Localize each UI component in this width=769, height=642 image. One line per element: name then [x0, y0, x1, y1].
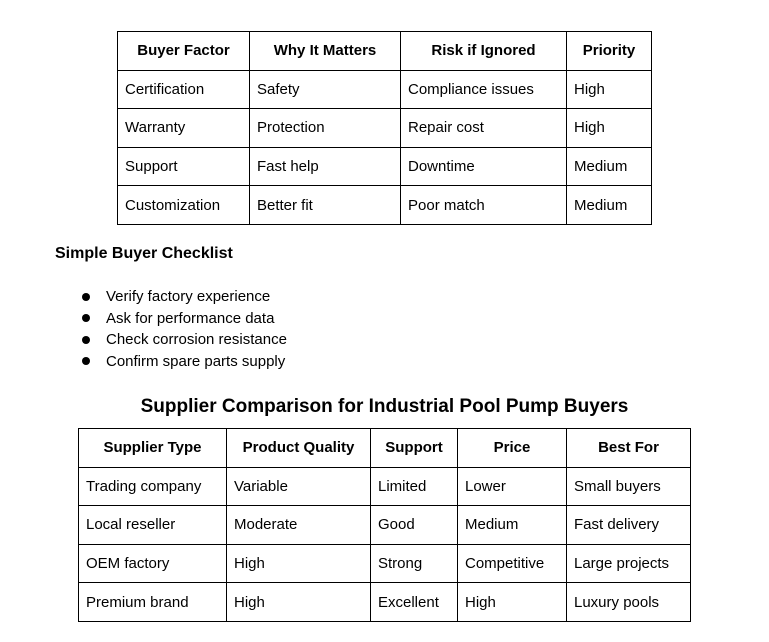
table-cell: Medium — [567, 186, 652, 225]
list-item-text: Confirm spare parts supply — [106, 352, 286, 370]
table-cell: Medium — [458, 506, 567, 545]
column-header: Supplier Type — [79, 429, 227, 468]
table-cell: Local reseller — [79, 506, 227, 545]
table-cell: Moderate — [227, 506, 371, 545]
checklist-heading: Simple Buyer Checklist — [55, 245, 233, 262]
table-cell: Repair cost — [401, 109, 567, 148]
column-header: Priority — [567, 32, 652, 71]
table-cell: High — [227, 583, 371, 622]
table-cell: Protection — [250, 109, 401, 148]
column-header: Buyer Factor — [118, 32, 250, 71]
table-cell: Customization — [118, 186, 250, 225]
supplier-comparison-table — [78, 428, 691, 622]
table-row — [118, 186, 652, 225]
table-cell: Small buyers — [567, 467, 691, 506]
table-cell: Premium brand — [79, 583, 227, 622]
table-cell: Safety — [250, 70, 401, 109]
table-cell: Fast delivery — [567, 506, 691, 545]
table-cell: Better fit — [250, 186, 401, 225]
table-row — [79, 544, 691, 583]
table-cell: Fast help — [250, 147, 401, 186]
table-cell: Warranty — [118, 109, 250, 148]
bullet-icon — [82, 314, 90, 322]
table-cell: Trading company — [79, 467, 227, 506]
bullet-icon — [82, 357, 90, 365]
table-row — [79, 583, 691, 622]
table-cell: Competitive — [458, 544, 567, 583]
table-cell: Good — [371, 506, 458, 545]
table-cell: Variable — [227, 467, 371, 506]
table-row — [79, 506, 691, 545]
column-header: Best For — [567, 429, 691, 468]
table-cell: Poor match — [401, 186, 567, 225]
list-item — [78, 286, 287, 308]
table-row — [118, 109, 652, 148]
table-cell: Lower — [458, 467, 567, 506]
table-cell: OEM factory — [79, 544, 227, 583]
list-item — [78, 308, 287, 330]
table-row — [79, 467, 691, 506]
column-header: Product Quality — [227, 429, 371, 468]
table-row — [118, 147, 652, 186]
table-cell: High — [567, 109, 652, 148]
table-cell: High — [227, 544, 371, 583]
table-header-row — [79, 429, 691, 468]
buyer-checklist — [78, 286, 287, 372]
table-cell: Limited — [371, 467, 458, 506]
table-cell: Compliance issues — [401, 70, 567, 109]
column-header: Why It Matters — [250, 32, 401, 71]
table-cell: Downtime — [401, 147, 567, 186]
bullet-icon — [82, 293, 90, 301]
table-cell: Excellent — [371, 583, 458, 622]
table-cell: Large projects — [567, 544, 691, 583]
buyer-factor-table — [117, 31, 652, 225]
list-item-text: Ask for performance data — [106, 309, 275, 327]
table-cell: Support — [118, 147, 250, 186]
list-item — [78, 351, 287, 373]
column-header: Risk if Ignored — [401, 32, 567, 71]
table-cell: Luxury pools — [567, 583, 691, 622]
table-cell: Strong — [371, 544, 458, 583]
list-item-text: Verify factory experience — [106, 288, 271, 305]
table-cell: High — [458, 583, 567, 622]
bullet-icon — [82, 336, 90, 344]
table-header-row — [118, 32, 652, 71]
table-cell: High — [567, 70, 652, 109]
column-header: Support — [371, 429, 458, 468]
list-item-text: Check corrosion resistance — [106, 331, 287, 348]
table-row — [118, 70, 652, 109]
column-header: Price — [458, 429, 567, 468]
list-item — [78, 329, 287, 351]
table-cell: Medium — [567, 147, 652, 186]
supplier-comparison-title: Supplier Comparison for Industrial Pool Pump Buyers — [140, 396, 629, 417]
table-cell: Certification — [118, 70, 250, 109]
